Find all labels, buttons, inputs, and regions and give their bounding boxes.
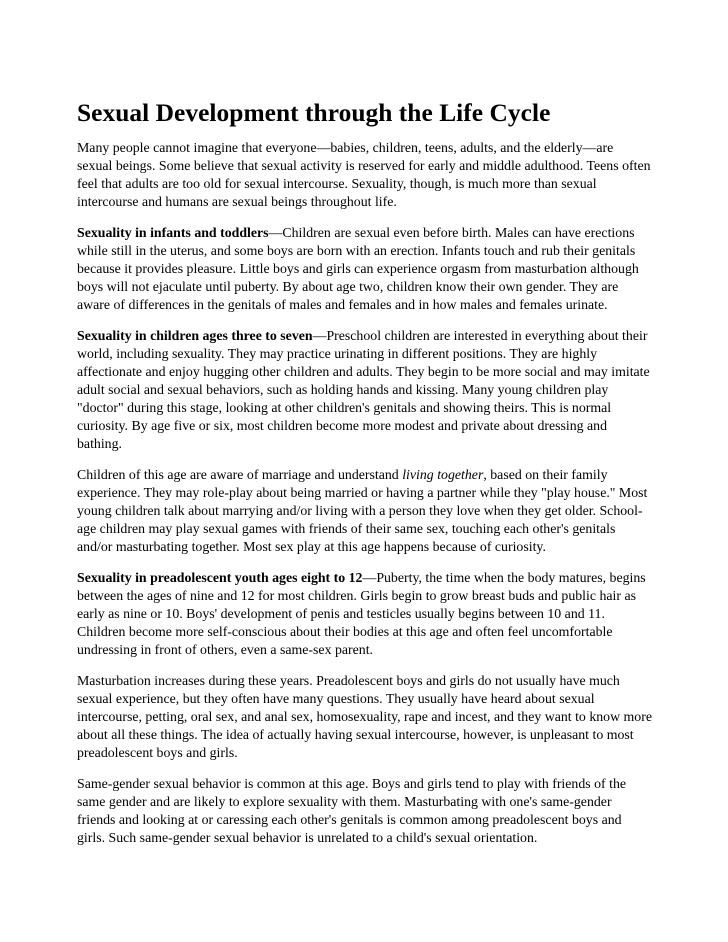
- intro-paragraph: Many people cannot imagine that everyone—babies, children, teens, adults, and the elderly—are sexual beings. Some believe that sexual activity is reserved for early and middle adulthood. Teens often feel that adults are too old for sexual intercourse. Sexuality, though, is much more than sexual intercourse and humans are sexual beings throughout life.: [77, 140, 651, 210]
- infants-paragraph: [77, 224, 652, 314]
- masturbation-paragraph: Masturbation increases during these years. Preadolescent boys and girls do not usually have much sexual experience, but they often have many questions. They usually have heard about sexual intercourse, petting, oral sex, and anal sex, homosexuality, rape and incest, and they want to know more about all these things. The idea of actually having sexual intercourse, however, is unpleasant to most preadolescent boys and girls.: [77, 673, 652, 761]
- children-heading: Sexuality in children ages three to seven: [77, 328, 313, 344]
- preadolescent-heading: Sexuality in preadolescent youth ages eight to 12: [77, 570, 363, 586]
- same-gender-paragraph: Same-gender sexual behavior is common at this age. Boys and girls tend to play with friends of the same gender and are likely to explore sexuality with them. Masturbating with one's same-gender friends and looking at or caressing each other's genitals is common among preadolescent boys and girls. Such same-gender sexual behavior is unrelated to a child's sexual orientation.: [77, 776, 627, 846]
- infants-heading: Sexuality in infants and toddlers: [77, 225, 269, 241]
- page-title: Sexual Development through the Life Cycle: [77, 99, 551, 127]
- marriage-text-before: Children of this age are aware of marriage and understand: [77, 467, 403, 483]
- preadolescent-text: —Puberty, the time when the body matures, begins between the ages of nine and 12 for most children. Girls begin to grow breast buds and public hair as early as nine or 10. Boys' development of penis and testicles usually begins between 10 and 11. Children become more self-conscious about their bodies at this age and often feel uncomfortable undressing in front of others, even a same-sex parent.: [77, 570, 646, 658]
- marriage-text-after: , based on their family experience. They may role-play about being married or having a partner while they "play house." Most young children talk about marrying and/or living with a person they love when they get older. School-age children may play sexual games with friends of their same sex, touching each other's genitals and/or masturbating together. Most sex play at this age happens because of curiosity.: [77, 467, 648, 555]
- marriage-emphasis: living together: [402, 467, 484, 483]
- document-page: [77, 98, 652, 860]
- marriage-paragraph: [77, 466, 652, 556]
- infants-text: —Children are sexual even before birth. Males can have erections while still in the uterus, and some boys are born with an erection. Infants touch and rub their genitals because it provides pleasure. Little boys and girls can experience orgasm from masturbation although boys will not ejaculate until puberty. By about age two, children know their own gender. They are aware of differences in the genitals of males and females and in how males and females urinate.: [77, 225, 639, 313]
- children-paragraph: [77, 327, 652, 453]
- children-text: —Preschool children are interested in everything about their world, including sexuality. They may practice urinating in different positions. They are highly affectionate and enjoy hugging other children and adults. They begin to be more social and may imitate adult social and sexual behaviors, such as holding hands and kissing. Many young children play "doctor" during this stage, looking at other children's genitals and showing theirs. This is normal curiosity. By age five or six, most children become more modest and private about dressing and bathing.: [77, 328, 650, 452]
- preadolescent-paragraph: [77, 569, 652, 659]
